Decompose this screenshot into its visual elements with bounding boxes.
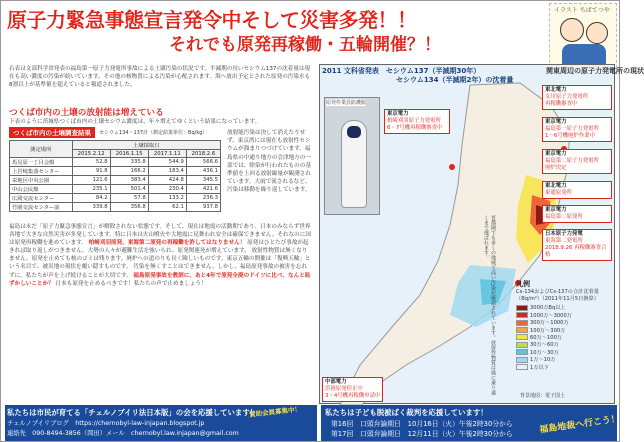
table-cell-value: 91.8: [72, 167, 110, 176]
legend-label: 60万〜100万: [530, 334, 563, 341]
body-text: [9, 223, 312, 288]
table-header-date: 2016.1.15: [110, 150, 148, 158]
legend-swatch: [516, 364, 528, 370]
callout-sub: 柏崎刈羽原子力発電所: [387, 118, 441, 124]
body-p5: 福島原発事故を教訓に、あと4年で原発全廃のドイツに比べ、なんと恥ずかしいことか？: [9, 272, 311, 287]
table-cell-value: 84.2: [72, 194, 110, 203]
table-cell-value: 436.1: [186, 167, 220, 176]
legend-label: 1万〜10万: [530, 357, 556, 364]
table-header-place: 測定場所: [10, 141, 73, 158]
footer-left-badge: 賛助会員募集中！: [248, 405, 302, 419]
table-cell-value: 335.8: [110, 158, 148, 167]
map-title2: セシウム134（半減期2年）の沈着量: [396, 76, 514, 84]
cartoon-credit: イラスト ちばてつや: [554, 7, 610, 14]
callout-sub: 福島第二原子力発電所: [545, 158, 599, 164]
callout-name: 中部電力: [325, 379, 347, 385]
legend-item: [516, 341, 614, 348]
table-row: [10, 185, 221, 194]
headline-line1: 原子力緊急事態宣言発令中そして災害多発！！: [7, 8, 417, 32]
table-cell-value: 230.4: [148, 185, 186, 194]
section-line: 下表のように茨城県つくば市内の土壌セシウム濃度は、年々増えてゆくという結果になっています。: [9, 119, 261, 125]
table-row: [10, 158, 221, 167]
table-header-group: 土壌採取日: [72, 141, 220, 150]
table-header-date: 2018.2.6: [186, 150, 220, 158]
footer-left: [5, 405, 317, 441]
callout-name: 東北電力: [545, 183, 567, 189]
callout-sub: 東海第二発電所: [545, 238, 583, 244]
legend-swatch: [516, 357, 528, 363]
body-p3: 放射性物質は無くなりません。原発を止めても核のゴミは残ります。廃炉への道のりも長く険しいものです。東京五輪の開催は「復興五輪」という名目で、被災地の現状を覆い隠すものです。: [9, 248, 311, 271]
map-title: 2011 文科省発表 セシウム137（半減期30年）: [322, 67, 481, 75]
callout-note: 2018.9.26 再稼働審査合格: [545, 245, 607, 258]
callout-tokai: [542, 229, 612, 261]
table-cell-value: 424.8: [148, 176, 186, 185]
legend-label: 10万〜30万: [530, 349, 559, 356]
legend-swatch: [516, 334, 528, 340]
body-p1: 福島は未だ「原子力緊急事態宣言」が解除されない状態です。そして、現在は地震の活動期であり、日本のみならず世界各地で大きな自然災害が多発しています。特に日本は火山噴火や大地震に見舞われ安全は確保できません。それなのに国は原発再稼働を進めています。: [9, 224, 311, 247]
legend-sub: Cs-134およびCs-137の合計沈着量（Bq/m²）（2011年11月5日換算）: [516, 289, 599, 302]
table-title: つくば市内の土壌調査結果: [9, 127, 95, 138]
legend-swatch: [516, 349, 528, 355]
body-p6: 日本も原発を止めるべきです！私たちの声で止めましょう！: [55, 280, 207, 287]
legend-swatch: [516, 320, 528, 326]
footer-left-blog-link[interactable]: チェルノブイリブログ https://chernobyl-law-injapan.blogspot.jp: [7, 420, 205, 427]
soil-table: [9, 140, 221, 212]
table-cell-value: 183.4: [148, 167, 186, 176]
callout-note: 1〜6号機廃炉作業中: [545, 133, 595, 139]
callout-note: 6・7号機再稼働審査中: [387, 125, 443, 131]
legend-item: [516, 319, 614, 326]
map-credit: 背景地図：電子国土: [520, 393, 566, 399]
legend-title: 凡例: [516, 280, 530, 288]
table-cell-place: 上岩崎集落センター: [10, 167, 73, 176]
table-cell-value: 166.2: [110, 167, 148, 176]
callout-hamaoka: [322, 377, 383, 402]
contamination-map: [319, 64, 644, 404]
intro-paragraph: 右表は文部科学省発表の福島第一原子力発電所事故による土壌汚染の状況です。半減期の長いセシウム137の沈着量は現在も高い濃度の汚染が続いています。その他の核物質による汚染が心配されます。海へ放出予定とされた原発の汚染水も8割以上が基準値を超えていると報道されました。: [9, 66, 311, 88]
callout-note: 東通原発所: [545, 190, 572, 196]
table-header-date: 2017.1.11: [148, 150, 186, 158]
table-cell-value: 121.6: [72, 176, 110, 185]
map-title-right: 関東周辺の原子力発電所の現状: [546, 67, 644, 75]
table-cell-value: 566.6: [186, 158, 220, 167]
table-cell-value: 235.1: [72, 185, 110, 194]
section-title: つくば市内の土壌の放射能は増えている: [9, 108, 164, 118]
body-p2: 原発はひとたび事故が起きれば取り返しがつきません。大勢の人々が避難生活を強いられ、原発関連死が増えています。: [9, 240, 309, 255]
soil-table-box: [9, 127, 221, 217]
legend-swatch: [516, 305, 528, 311]
table-cell-place: 竹園交流センター前: [10, 203, 73, 212]
legend-swatch: [516, 312, 528, 318]
legend-label: 1万以下: [530, 364, 549, 371]
callout-name: 東京電力: [545, 207, 567, 213]
plant-marker: [449, 164, 455, 170]
photo-caption: 原発作業員防護服: [326, 100, 367, 106]
footer-right-hearing17: 第17回 口頭弁論期日 12月11日（火）午後2時30分から: [331, 430, 513, 438]
callout-note: 再稼働審査中: [545, 101, 578, 107]
table-cell-value: 236.3: [186, 194, 220, 203]
table-cell-value: 62.1: [148, 203, 186, 212]
table-unit: セシウム134・137計（測定結果単位：Bq/kg）: [99, 130, 208, 136]
table-cell-value: 544.9: [148, 158, 186, 167]
legend-item: [516, 334, 614, 341]
table-cell-place: 広岡交流センター: [10, 194, 73, 203]
mask-icon: [347, 126, 361, 138]
callout-onagawa: [542, 85, 612, 110]
face-icon: [560, 18, 584, 42]
footer-right: [321, 405, 621, 441]
footer-left-contact[interactable]: 連絡先 090-8494-3856（岡田）メール chernobyl.law.injapan@gmail.com: [7, 430, 239, 437]
legend-label: 30万〜60万: [530, 342, 559, 349]
face-icon: [586, 22, 608, 44]
photo-worker: [324, 97, 380, 215]
legend-item: [516, 304, 614, 311]
callout-sub: 福島第一原子力発電所: [545, 126, 599, 132]
legend-swatch: [516, 327, 528, 333]
table-cell-place: 栄地区中央公園: [10, 176, 73, 185]
legend-item: [516, 363, 614, 370]
table-cell-value: 339.8: [72, 203, 110, 212]
legend-label: 300万〜1000万: [530, 320, 569, 327]
table-cell-place: 馬見原一丁目会館: [10, 158, 73, 167]
callout-name: 日本原子力発電: [545, 231, 583, 237]
body-red-note: 柏崎刈羽原発、東海第二原発の再稼働を許してはなりません！: [88, 240, 246, 247]
callout-higashidori: [542, 181, 612, 199]
callout-kashiwazaki: [384, 109, 450, 134]
table-cell-value: 356.8: [110, 203, 148, 212]
callout-name: 東京電力: [545, 119, 567, 125]
legend-item: [516, 349, 614, 356]
vertical-note: 首都圏でも多くの地域で高い汚染が確認されています。放射性物質は風に乗り遠くまで運ばれます。: [483, 215, 496, 395]
table-cell-value: 345.5: [186, 176, 220, 185]
cartoon-illustration: [549, 3, 617, 73]
callout-note: 3・4号機再稼働申請中: [325, 393, 381, 399]
callout-note: 廃炉決定: [545, 165, 567, 171]
table-cell-place: 中山公民館: [10, 185, 73, 194]
legend-label: 3000万Bq以上: [530, 305, 566, 312]
table-cell-value: 421.6: [186, 185, 220, 194]
legend-item: [516, 312, 614, 319]
table-cell-value: 383.4: [110, 176, 148, 185]
legend-item: [516, 356, 614, 363]
footer-right-line1: 私たちは子ども脱被ばく裁判を応援しています！: [325, 408, 488, 417]
legend-item: [516, 326, 614, 333]
legend-label: 100万〜300万: [530, 327, 566, 334]
table-cell-value: 57.8: [110, 194, 148, 203]
callout-sub: 浜岡原発停止中: [325, 386, 363, 392]
table-row: [10, 203, 221, 212]
side-paragraph: 放射能汚染は決して消えたりせず、東京湾には現在も放射性セシウムが溜まりつづけています。福島県の中通り地方の会津地方の一部では、除染が行われたものの基準値を上回る放射線量が観測されています。大雨で流されるなど、汚染は移動を繰り返しています。: [227, 130, 311, 194]
callout-fukushima1: [542, 117, 612, 142]
legend-swatch: [516, 342, 528, 348]
table-row: [10, 176, 221, 185]
map-legend: [516, 279, 614, 371]
table-row: [10, 167, 221, 176]
callout-name: 東京電力: [545, 151, 567, 157]
callout-fukushima2: [542, 149, 612, 174]
callout-name: 東北電力: [545, 87, 567, 93]
table-cell-value: 133.2: [148, 194, 186, 203]
headline-line2: それでも原発再稼働・五輪開催？！: [169, 35, 441, 55]
callout-note: 福島第二原発所: [545, 214, 583, 220]
body-p4: 汚染を無くすことはできません。しかし、福島原発事故の被害を忘れずに、私たちが声を上げ続けることが大切です。: [9, 264, 308, 279]
table-cell-value: 501.4: [110, 185, 148, 194]
footer-right-hearing16: 第16回 口頭弁論期日 10月16日（火）午後2時30分から: [331, 420, 513, 428]
callout-name: 東京電力: [387, 111, 409, 117]
callout-tokyo: [542, 205, 612, 223]
legend-label: 1000万〜3000万: [530, 312, 572, 319]
table-row: [10, 194, 221, 203]
callout-sub: 女川原子力発電所: [545, 94, 589, 100]
table-header-date: 2015.2.12: [72, 150, 110, 158]
table-cell-value: 937.8: [186, 203, 220, 212]
footer-right-badge: 福島地裁へ行こう！: [538, 414, 621, 436]
table-cell-value: 52.8: [72, 158, 110, 167]
footer-left-line1: 私たちは市民が育てる「チェルノブイリ法日本版」の会を応援しています！: [7, 408, 258, 417]
